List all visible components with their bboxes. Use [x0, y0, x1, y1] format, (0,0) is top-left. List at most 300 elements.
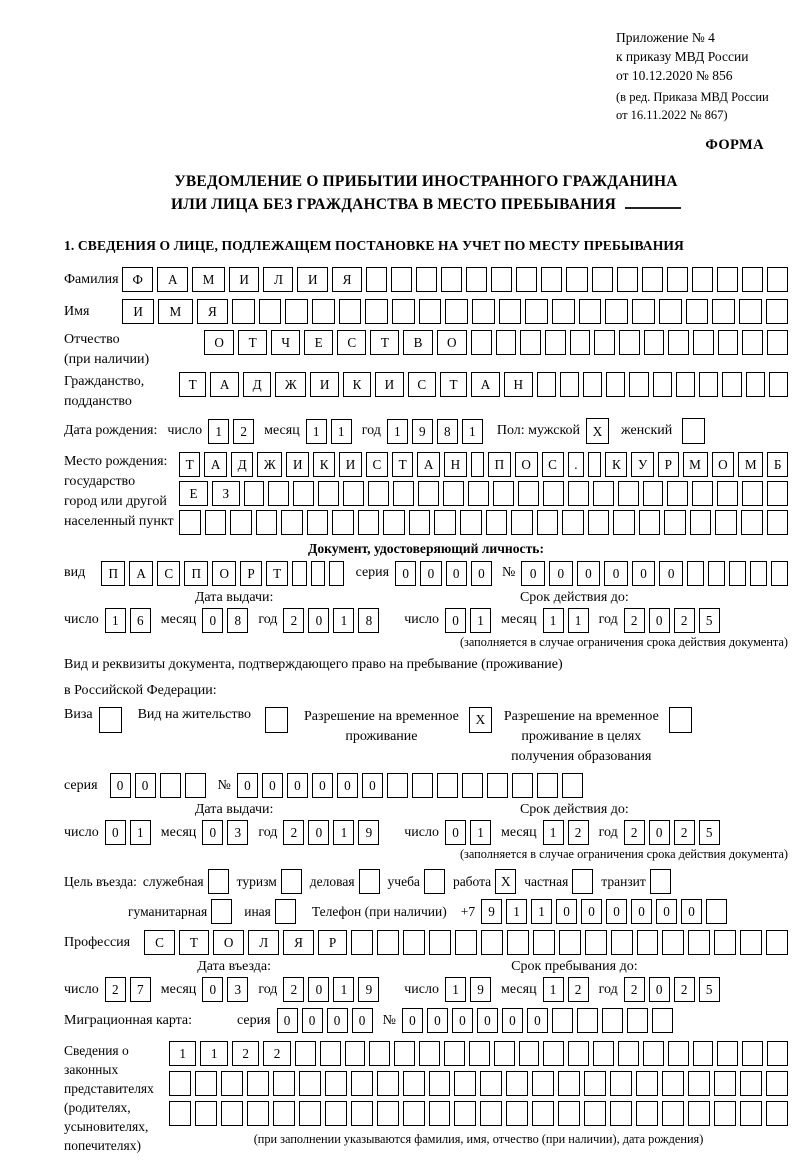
char-cell[interactable]: Т [179, 452, 200, 477]
char-cell[interactable] [537, 510, 559, 535]
char-cell[interactable] [606, 372, 625, 397]
char-cell[interactable]: С [337, 330, 366, 355]
char-cell[interactable] [285, 299, 308, 324]
char-cell[interactable] [611, 930, 633, 955]
char-cell[interactable]: П [184, 561, 208, 586]
char-cell[interactable] [579, 299, 602, 324]
char-cell[interactable]: З [212, 481, 240, 506]
char-cell[interactable]: 1 [130, 820, 151, 845]
char-cell[interactable] [499, 299, 522, 324]
char-cell[interactable] [471, 330, 492, 355]
char-cell[interactable] [195, 1101, 217, 1126]
char-cell[interactable]: Т [179, 372, 206, 397]
char-cell[interactable]: 0 [681, 899, 702, 924]
char-cell[interactable] [717, 481, 738, 506]
char-cell[interactable]: 2 [283, 977, 304, 1002]
char-cell[interactable] [688, 1071, 710, 1096]
char-cell[interactable]: 0 [327, 1008, 348, 1033]
char-cell[interactable]: 0 [445, 608, 466, 633]
char-cell[interactable] [454, 1071, 476, 1096]
char-cell[interactable] [299, 1071, 321, 1096]
char-cell[interactable] [392, 299, 415, 324]
temp-residence-permit-checkbox[interactable]: X [469, 707, 492, 733]
char-cell[interactable]: 1 [333, 977, 354, 1002]
char-cell[interactable]: 5 [699, 608, 720, 633]
char-cell[interactable]: 0 [105, 820, 126, 845]
char-cell[interactable]: И [297, 267, 328, 292]
char-cell[interactable] [366, 267, 387, 292]
char-cell[interactable]: 2 [283, 608, 304, 633]
char-cell[interactable]: 1 [506, 899, 527, 924]
char-cell[interactable] [659, 299, 682, 324]
char-cell[interactable] [273, 1101, 295, 1126]
char-cell[interactable] [769, 372, 788, 397]
char-cell[interactable]: А [210, 372, 239, 397]
char-cell[interactable]: М [738, 452, 763, 477]
char-cell[interactable]: 0 [659, 561, 683, 586]
char-cell[interactable] [644, 330, 665, 355]
char-cell[interactable] [160, 773, 181, 798]
char-cell[interactable] [518, 481, 539, 506]
char-cell[interactable] [205, 510, 227, 535]
edu-residence-permit-checkbox[interactable] [669, 707, 692, 733]
char-cell[interactable] [247, 1071, 269, 1096]
char-cell[interactable] [179, 510, 201, 535]
char-cell[interactable]: Т [266, 561, 288, 586]
char-cell[interactable] [487, 773, 508, 798]
char-cell[interactable]: К [605, 452, 627, 477]
char-cell[interactable] [637, 930, 659, 955]
char-cell[interactable]: И [229, 267, 260, 292]
char-cell[interactable] [185, 773, 206, 798]
char-cell[interactable] [416, 267, 437, 292]
char-cell[interactable] [383, 510, 405, 535]
char-cell[interactable] [537, 372, 556, 397]
char-cell[interactable]: И [339, 452, 362, 477]
char-cell[interactable]: 9 [358, 977, 379, 1002]
char-cell[interactable] [766, 299, 789, 324]
char-cell[interactable] [662, 1101, 684, 1126]
char-cell[interactable]: 0 [202, 820, 223, 845]
char-cell[interactable]: Я [283, 930, 314, 955]
residence-permit-checkbox[interactable] [265, 707, 288, 733]
char-cell[interactable] [468, 481, 489, 506]
char-cell[interactable] [418, 481, 439, 506]
char-cell[interactable] [320, 1041, 341, 1066]
char-cell[interactable]: Т [179, 930, 209, 955]
char-cell[interactable]: 2 [674, 820, 695, 845]
char-cell[interactable]: А [204, 452, 227, 477]
purpose-humanitarian-checkbox[interactable] [211, 899, 232, 924]
char-cell[interactable]: 0 [502, 1008, 523, 1033]
char-cell[interactable] [419, 299, 442, 324]
char-cell[interactable]: 1 [333, 608, 354, 633]
char-cell[interactable] [299, 1101, 321, 1126]
char-cell[interactable]: Р [658, 452, 679, 477]
char-cell[interactable] [552, 299, 575, 324]
char-cell[interactable]: К [343, 372, 371, 397]
char-cell[interactable] [643, 481, 664, 506]
char-cell[interactable] [742, 481, 763, 506]
char-cell[interactable] [714, 930, 736, 955]
char-cell[interactable] [472, 299, 495, 324]
char-cell[interactable] [351, 930, 373, 955]
char-cell[interactable] [511, 510, 533, 535]
char-cell[interactable] [566, 267, 587, 292]
char-cell[interactable] [632, 299, 655, 324]
char-cell[interactable] [230, 510, 252, 535]
char-cell[interactable] [169, 1101, 191, 1126]
char-cell[interactable] [750, 561, 767, 586]
char-cell[interactable]: Т [392, 452, 413, 477]
char-cell[interactable] [729, 561, 746, 586]
char-cell[interactable] [584, 1101, 606, 1126]
char-cell[interactable]: 0 [312, 773, 333, 798]
char-cell[interactable] [221, 1101, 243, 1126]
char-cell[interactable] [343, 481, 364, 506]
purpose-study-checkbox[interactable] [424, 869, 445, 894]
char-cell[interactable] [256, 510, 278, 535]
char-cell[interactable] [717, 267, 738, 292]
char-cell[interactable] [403, 1071, 425, 1096]
char-cell[interactable] [706, 899, 727, 924]
char-cell[interactable]: 0 [632, 561, 656, 586]
char-cell[interactable] [259, 299, 282, 324]
char-cell[interactable] [629, 372, 648, 397]
char-cell[interactable] [368, 481, 389, 506]
char-cell[interactable]: П [488, 452, 511, 477]
char-cell[interactable]: О [437, 330, 467, 355]
char-cell[interactable] [403, 1101, 425, 1126]
char-cell[interactable] [462, 773, 483, 798]
char-cell[interactable]: 0 [606, 899, 627, 924]
char-cell[interactable]: В [403, 330, 432, 355]
char-cell[interactable] [688, 1101, 710, 1126]
char-cell[interactable] [377, 930, 399, 955]
char-cell[interactable] [437, 773, 458, 798]
char-cell[interactable]: 0 [527, 1008, 548, 1033]
char-cell[interactable] [311, 561, 325, 586]
char-cell[interactable]: Н [504, 372, 533, 397]
char-cell[interactable] [318, 481, 339, 506]
char-cell[interactable] [455, 930, 477, 955]
char-cell[interactable] [325, 1071, 347, 1096]
char-cell[interactable]: 2 [624, 820, 645, 845]
char-cell[interactable]: 1 [462, 419, 483, 444]
char-cell[interactable] [667, 481, 688, 506]
char-cell[interactable]: И [122, 299, 154, 324]
char-cell[interactable] [693, 330, 714, 355]
char-cell[interactable]: 0 [237, 773, 258, 798]
char-cell[interactable]: 0 [427, 1008, 448, 1033]
char-cell[interactable]: 2 [568, 820, 589, 845]
char-cell[interactable] [618, 1041, 639, 1066]
char-cell[interactable] [351, 1101, 373, 1126]
char-cell[interactable] [351, 1071, 373, 1096]
char-cell[interactable] [562, 773, 583, 798]
char-cell[interactable] [325, 1101, 347, 1126]
char-cell[interactable]: Н [444, 452, 467, 477]
char-cell[interactable] [767, 330, 788, 355]
char-cell[interactable]: 0 [631, 899, 652, 924]
char-cell[interactable] [594, 330, 615, 355]
char-cell[interactable] [329, 561, 343, 586]
char-cell[interactable]: 1 [568, 608, 589, 633]
char-cell[interactable] [605, 299, 628, 324]
char-cell[interactable] [693, 1041, 714, 1066]
char-cell[interactable] [668, 1041, 689, 1066]
char-cell[interactable] [466, 267, 487, 292]
char-cell[interactable] [273, 1071, 295, 1096]
char-cell[interactable]: 2 [232, 1041, 259, 1066]
char-cell[interactable]: 0 [110, 773, 131, 798]
char-cell[interactable] [639, 510, 661, 535]
char-cell[interactable] [232, 299, 255, 324]
char-cell[interactable] [636, 1071, 658, 1096]
char-cell[interactable]: Б [767, 452, 788, 477]
char-cell[interactable]: 1 [169, 1041, 196, 1066]
char-cell[interactable]: 3 [227, 977, 248, 1002]
char-cell[interactable]: Д [243, 372, 271, 397]
char-cell[interactable] [619, 330, 640, 355]
char-cell[interactable]: Т [370, 330, 399, 355]
char-cell[interactable] [692, 267, 713, 292]
char-cell[interactable]: 0 [352, 1008, 373, 1033]
char-cell[interactable] [469, 1041, 490, 1066]
char-cell[interactable]: С [144, 930, 175, 955]
char-cell[interactable]: 1 [543, 820, 564, 845]
char-cell[interactable]: 9 [470, 977, 491, 1002]
char-cell[interactable]: 0 [649, 977, 670, 1002]
char-cell[interactable]: 8 [227, 608, 248, 633]
char-cell[interactable]: Ч [271, 330, 300, 355]
char-cell[interactable] [369, 1041, 390, 1066]
char-cell[interactable]: 0 [420, 561, 441, 586]
char-cell[interactable]: Ж [275, 372, 306, 397]
char-cell[interactable] [491, 267, 512, 292]
char-cell[interactable] [588, 452, 601, 477]
char-cell[interactable] [692, 481, 713, 506]
char-cell[interactable] [568, 1041, 589, 1066]
char-cell[interactable]: А [417, 452, 440, 477]
char-cell[interactable]: О [212, 561, 236, 586]
char-cell[interactable] [486, 510, 508, 535]
char-cell[interactable] [741, 510, 763, 535]
char-cell[interactable]: 9 [481, 899, 502, 924]
char-cell[interactable] [668, 330, 689, 355]
char-cell[interactable] [345, 1041, 366, 1066]
char-cell[interactable]: 2 [105, 977, 126, 1002]
char-cell[interactable] [676, 372, 695, 397]
char-cell[interactable]: 0 [477, 1008, 498, 1033]
char-cell[interactable] [592, 267, 613, 292]
char-cell[interactable] [393, 481, 414, 506]
char-cell[interactable] [740, 1071, 762, 1096]
char-cell[interactable] [618, 481, 639, 506]
char-cell[interactable] [545, 330, 566, 355]
char-cell[interactable]: Ж [257, 452, 282, 477]
char-cell[interactable]: Т [238, 330, 267, 355]
char-cell[interactable] [593, 481, 614, 506]
char-cell[interactable]: 9 [358, 820, 379, 845]
char-cell[interactable]: А [129, 561, 153, 586]
char-cell[interactable]: 0 [135, 773, 156, 798]
char-cell[interactable] [577, 1008, 598, 1033]
char-cell[interactable]: 1 [543, 977, 564, 1002]
char-cell[interactable]: 0 [202, 977, 223, 1002]
char-cell[interactable]: 7 [130, 977, 151, 1002]
char-cell[interactable] [767, 267, 788, 292]
char-cell[interactable] [512, 773, 533, 798]
char-cell[interactable] [525, 299, 548, 324]
char-cell[interactable] [643, 1041, 664, 1066]
char-cell[interactable]: 0 [649, 820, 670, 845]
char-cell[interactable]: 1 [470, 820, 491, 845]
char-cell[interactable] [588, 510, 610, 535]
char-cell[interactable] [434, 510, 456, 535]
char-cell[interactable] [740, 1101, 762, 1126]
char-cell[interactable]: 0 [202, 608, 223, 633]
char-cell[interactable] [403, 930, 425, 955]
char-cell[interactable] [537, 773, 558, 798]
char-cell[interactable] [718, 330, 739, 355]
char-cell[interactable] [742, 1041, 763, 1066]
char-cell[interactable]: Я [197, 299, 228, 324]
purpose-tourism-checkbox[interactable] [281, 869, 302, 894]
char-cell[interactable] [480, 1101, 502, 1126]
char-cell[interactable] [558, 1101, 580, 1126]
char-cell[interactable]: 6 [130, 608, 151, 633]
char-cell[interactable] [714, 1101, 736, 1126]
char-cell[interactable] [358, 510, 380, 535]
char-cell[interactable] [506, 1101, 528, 1126]
char-cell[interactable]: О [204, 330, 234, 355]
char-cell[interactable] [652, 1008, 673, 1033]
char-cell[interactable] [481, 930, 503, 955]
char-cell[interactable]: О [712, 452, 735, 477]
char-cell[interactable]: 0 [308, 977, 329, 1002]
char-cell[interactable]: 2 [624, 977, 645, 1002]
char-cell[interactable]: Т [440, 372, 467, 397]
char-cell[interactable] [454, 1101, 476, 1126]
char-cell[interactable]: 9 [412, 419, 433, 444]
char-cell[interactable]: С [157, 561, 180, 586]
char-cell[interactable]: И [375, 372, 404, 397]
char-cell[interactable] [520, 330, 541, 355]
char-cell[interactable]: С [542, 452, 564, 477]
char-cell[interactable]: 0 [656, 899, 677, 924]
char-cell[interactable]: 0 [649, 608, 670, 633]
char-cell[interactable]: 1 [387, 419, 408, 444]
char-cell[interactable] [493, 481, 514, 506]
char-cell[interactable] [585, 930, 607, 955]
char-cell[interactable]: С [408, 372, 436, 397]
purpose-transit-checkbox[interactable] [650, 869, 671, 894]
char-cell[interactable]: 8 [358, 608, 379, 633]
char-cell[interactable] [653, 372, 672, 397]
char-cell[interactable] [560, 372, 579, 397]
char-cell[interactable]: . [568, 452, 585, 477]
char-cell[interactable] [409, 510, 431, 535]
char-cell[interactable]: А [157, 267, 188, 292]
purpose-business-checkbox[interactable] [359, 869, 380, 894]
char-cell[interactable]: 1 [105, 608, 126, 633]
char-cell[interactable] [687, 561, 704, 586]
char-cell[interactable] [722, 372, 741, 397]
char-cell[interactable] [552, 1008, 573, 1033]
char-cell[interactable]: 1 [445, 977, 466, 1002]
char-cell[interactable] [742, 267, 763, 292]
char-cell[interactable] [332, 510, 354, 535]
char-cell[interactable]: 2 [233, 419, 254, 444]
char-cell[interactable] [195, 1071, 217, 1096]
char-cell[interactable] [293, 481, 314, 506]
char-cell[interactable] [708, 561, 725, 586]
char-cell[interactable]: К [313, 452, 335, 477]
char-cell[interactable] [480, 1071, 502, 1096]
char-cell[interactable]: 8 [437, 419, 458, 444]
char-cell[interactable]: Е [179, 481, 208, 506]
char-cell[interactable]: 1 [333, 820, 354, 845]
char-cell[interactable]: 0 [581, 899, 602, 924]
char-cell[interactable]: 1 [208, 419, 229, 444]
char-cell[interactable] [664, 510, 686, 535]
char-cell[interactable] [602, 1008, 623, 1033]
char-cell[interactable]: Л [263, 267, 293, 292]
char-cell[interactable]: М [158, 299, 192, 324]
char-cell[interactable]: 1 [306, 419, 327, 444]
char-cell[interactable] [562, 510, 584, 535]
char-cell[interactable]: Д [231, 452, 253, 477]
char-cell[interactable] [292, 561, 306, 586]
char-cell[interactable] [766, 930, 788, 955]
char-cell[interactable]: 1 [331, 419, 352, 444]
char-cell[interactable]: 0 [445, 820, 466, 845]
char-cell[interactable] [377, 1071, 399, 1096]
char-cell[interactable] [532, 1071, 554, 1096]
char-cell[interactable] [742, 330, 763, 355]
char-cell[interactable]: 0 [556, 899, 577, 924]
char-cell[interactable]: 0 [302, 1008, 323, 1033]
char-cell[interactable] [568, 481, 589, 506]
char-cell[interactable]: И [286, 452, 309, 477]
char-cell[interactable] [429, 1101, 451, 1126]
char-cell[interactable] [583, 372, 602, 397]
char-cell[interactable] [543, 481, 564, 506]
char-cell[interactable]: С [366, 452, 388, 477]
purpose-other-checkbox[interactable] [275, 899, 296, 924]
char-cell[interactable] [460, 510, 482, 535]
char-cell[interactable]: А [471, 372, 500, 397]
char-cell[interactable]: 0 [308, 820, 329, 845]
char-cell[interactable] [613, 510, 635, 535]
char-cell[interactable]: 2 [624, 608, 645, 633]
char-cell[interactable]: 5 [699, 977, 720, 1002]
char-cell[interactable] [532, 1101, 554, 1126]
char-cell[interactable] [519, 1041, 540, 1066]
char-cell[interactable]: 0 [549, 561, 573, 586]
char-cell[interactable]: 0 [446, 561, 467, 586]
char-cell[interactable] [715, 510, 737, 535]
char-cell[interactable]: 0 [395, 561, 416, 586]
char-cell[interactable]: 0 [337, 773, 358, 798]
char-cell[interactable]: 0 [577, 561, 601, 586]
char-cell[interactable] [688, 930, 710, 955]
char-cell[interactable] [636, 1101, 658, 1126]
char-cell[interactable] [740, 930, 762, 955]
char-cell[interactable] [662, 1071, 684, 1096]
char-cell[interactable] [365, 299, 388, 324]
